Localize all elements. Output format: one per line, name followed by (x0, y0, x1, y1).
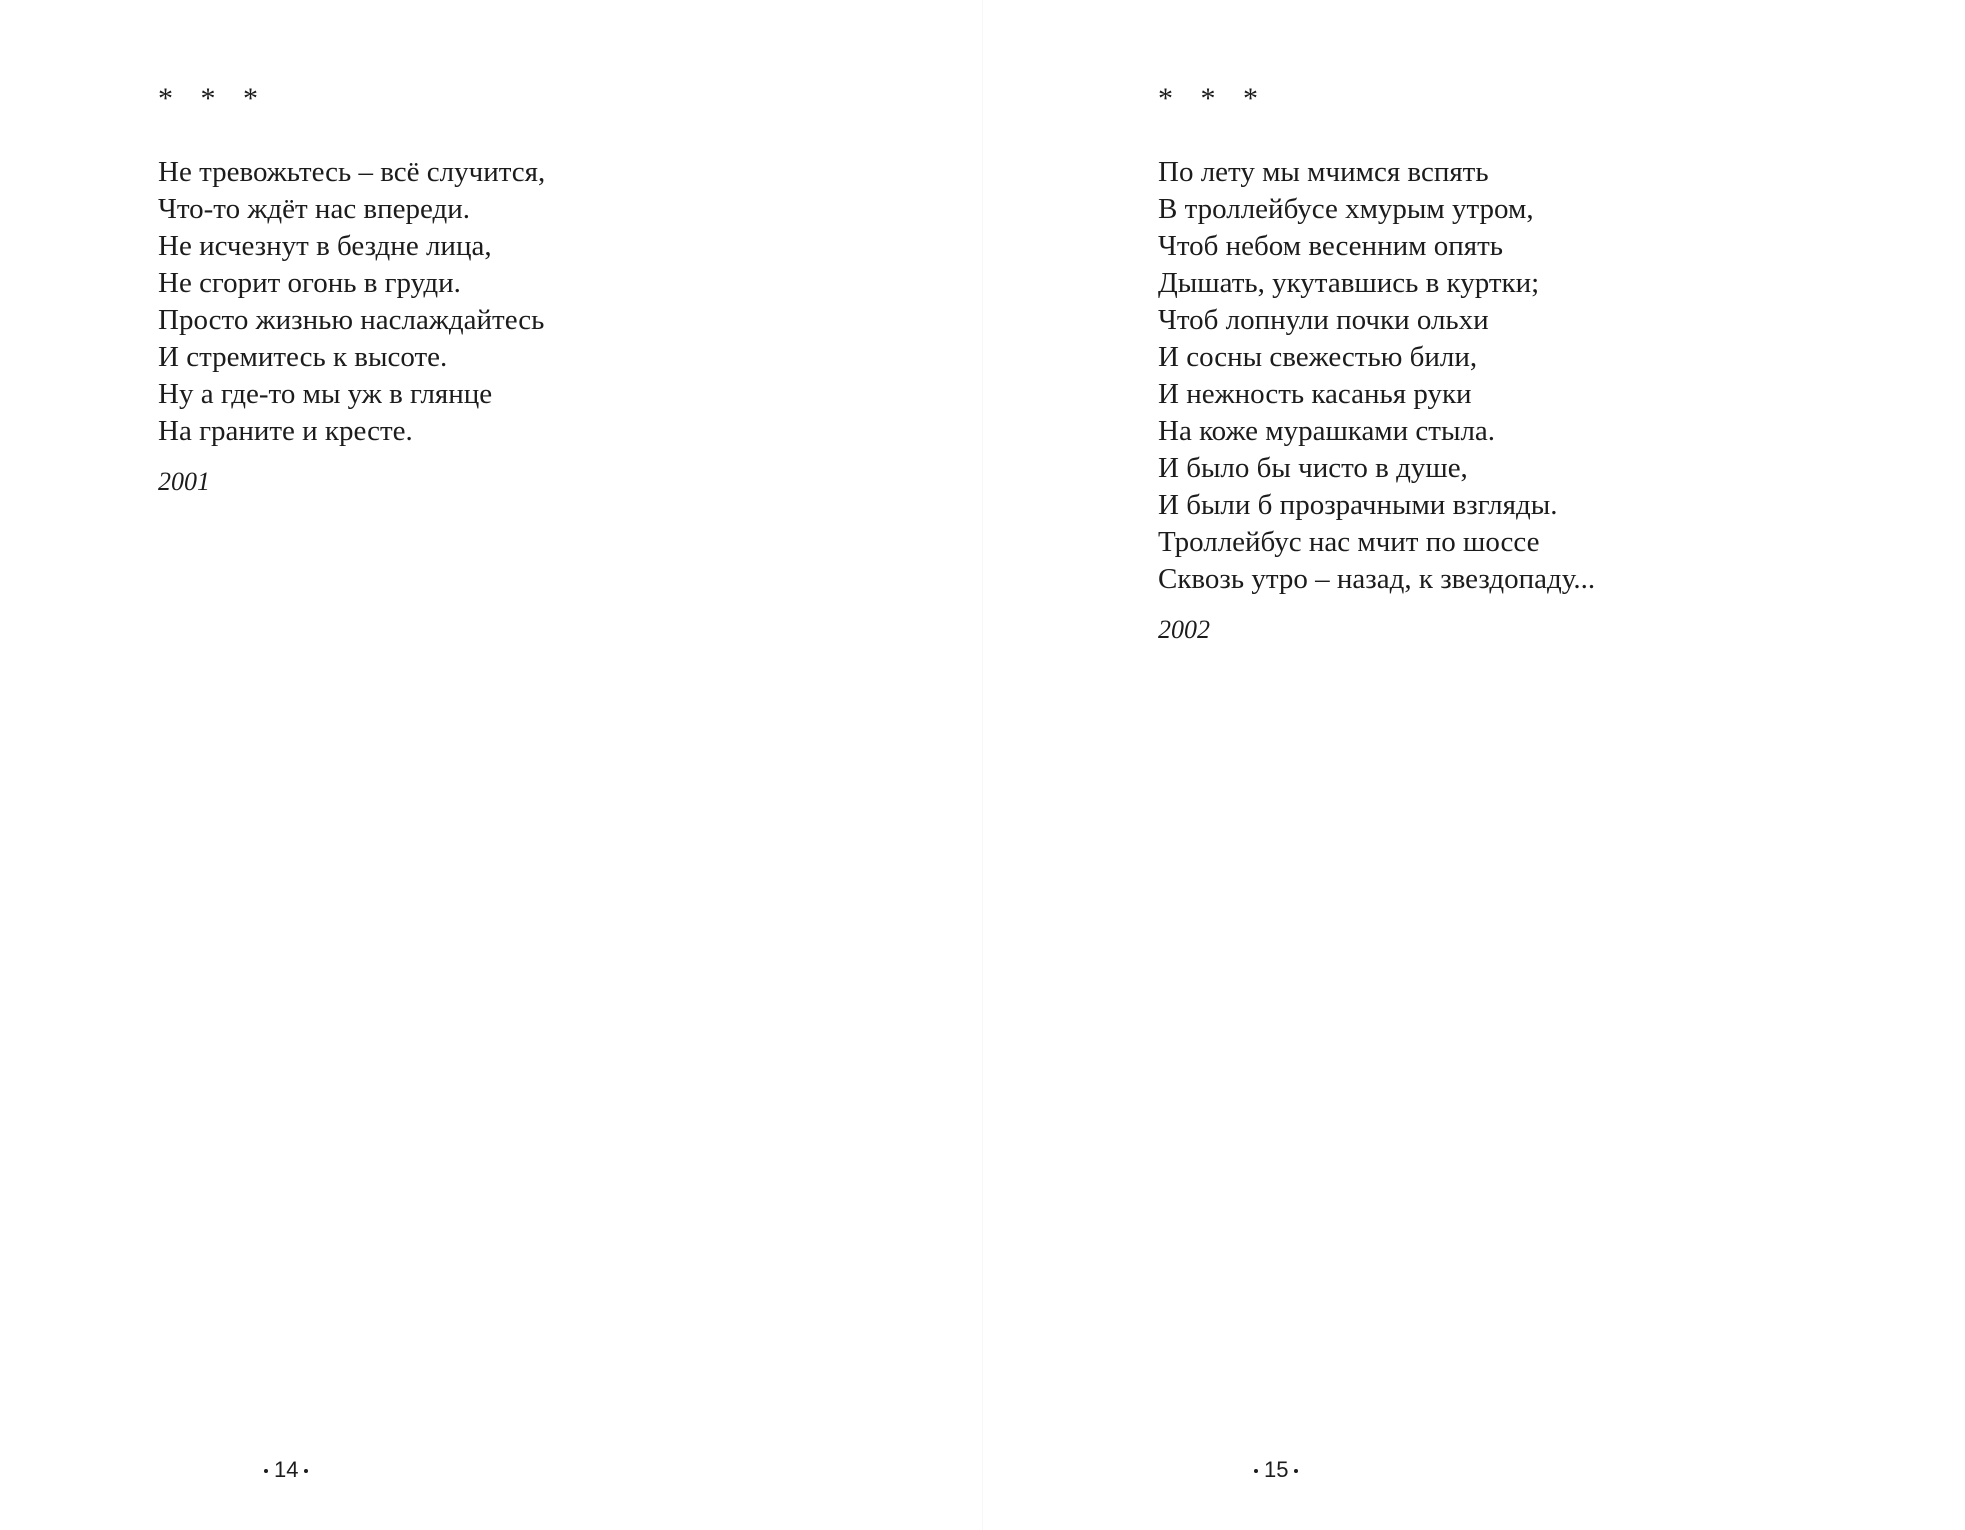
poem-line: Дышать, укутавшись в куртки; (1158, 267, 1540, 299)
poem-year: 2001 (158, 467, 210, 496)
right-page (983, 0, 1965, 1530)
poem-line: Не тревожьтесь – всё случится, (158, 156, 546, 188)
poem-line: Троллейбус нас мчит по шоссе (1158, 526, 1540, 558)
page-number (1248, 1455, 1304, 1485)
poem-line: На граните и кресте. (158, 415, 413, 447)
poem-line: И были б прозрачными взгляды. (1158, 489, 1558, 521)
poem-lines (158, 154, 545, 450)
poem-line: И нежность касанья руки (1158, 378, 1472, 410)
poem-right (1158, 84, 1595, 645)
poem-line: Ну а где-то мы уж в глянце (158, 378, 493, 410)
poem-line: Не сгорит огонь в груди. (158, 267, 461, 299)
page-number-value: 15 (1264, 1457, 1289, 1482)
bullet-icon (1294, 1469, 1298, 1473)
poem-line: И стремитесь к высоте. (158, 341, 448, 373)
left-page (0, 0, 982, 1530)
page-number-value: 14 (274, 1457, 299, 1482)
poem-line: И было бы чисто в душе, (1158, 452, 1468, 484)
poem-line: И сосны свежестью били, (1158, 341, 1478, 373)
poem-line: По лету мы мчимся вспять (1158, 156, 1489, 188)
poem-line: Чтоб лопнули почки ольхи (1158, 304, 1489, 336)
poem-line: Сквозь утро – назад, к звездопаду... (1158, 563, 1596, 595)
asterism-separator: * * * (1158, 82, 1268, 115)
asterism-separator: * * * (158, 82, 268, 115)
page-number (258, 1455, 314, 1485)
poem-left (158, 84, 545, 497)
poem-line: Не исчезнут в бездне лица, (158, 230, 492, 262)
bullet-icon (304, 1469, 308, 1473)
poem-line: На коже мурашками стыла. (1158, 415, 1496, 447)
poem-line: Что-то ждёт нас впереди. (158, 193, 471, 225)
bullet-icon (1254, 1469, 1258, 1473)
poem-lines (1158, 154, 1595, 598)
poem-line: Просто жизнью наслаждайтесь (158, 304, 545, 336)
poem-year: 2002 (1158, 615, 1210, 644)
poem-line: Чтоб небом весенним опять (1158, 230, 1503, 262)
poem-line: В троллейбусе хмурым утром, (1158, 193, 1534, 225)
bullet-icon (264, 1469, 268, 1473)
